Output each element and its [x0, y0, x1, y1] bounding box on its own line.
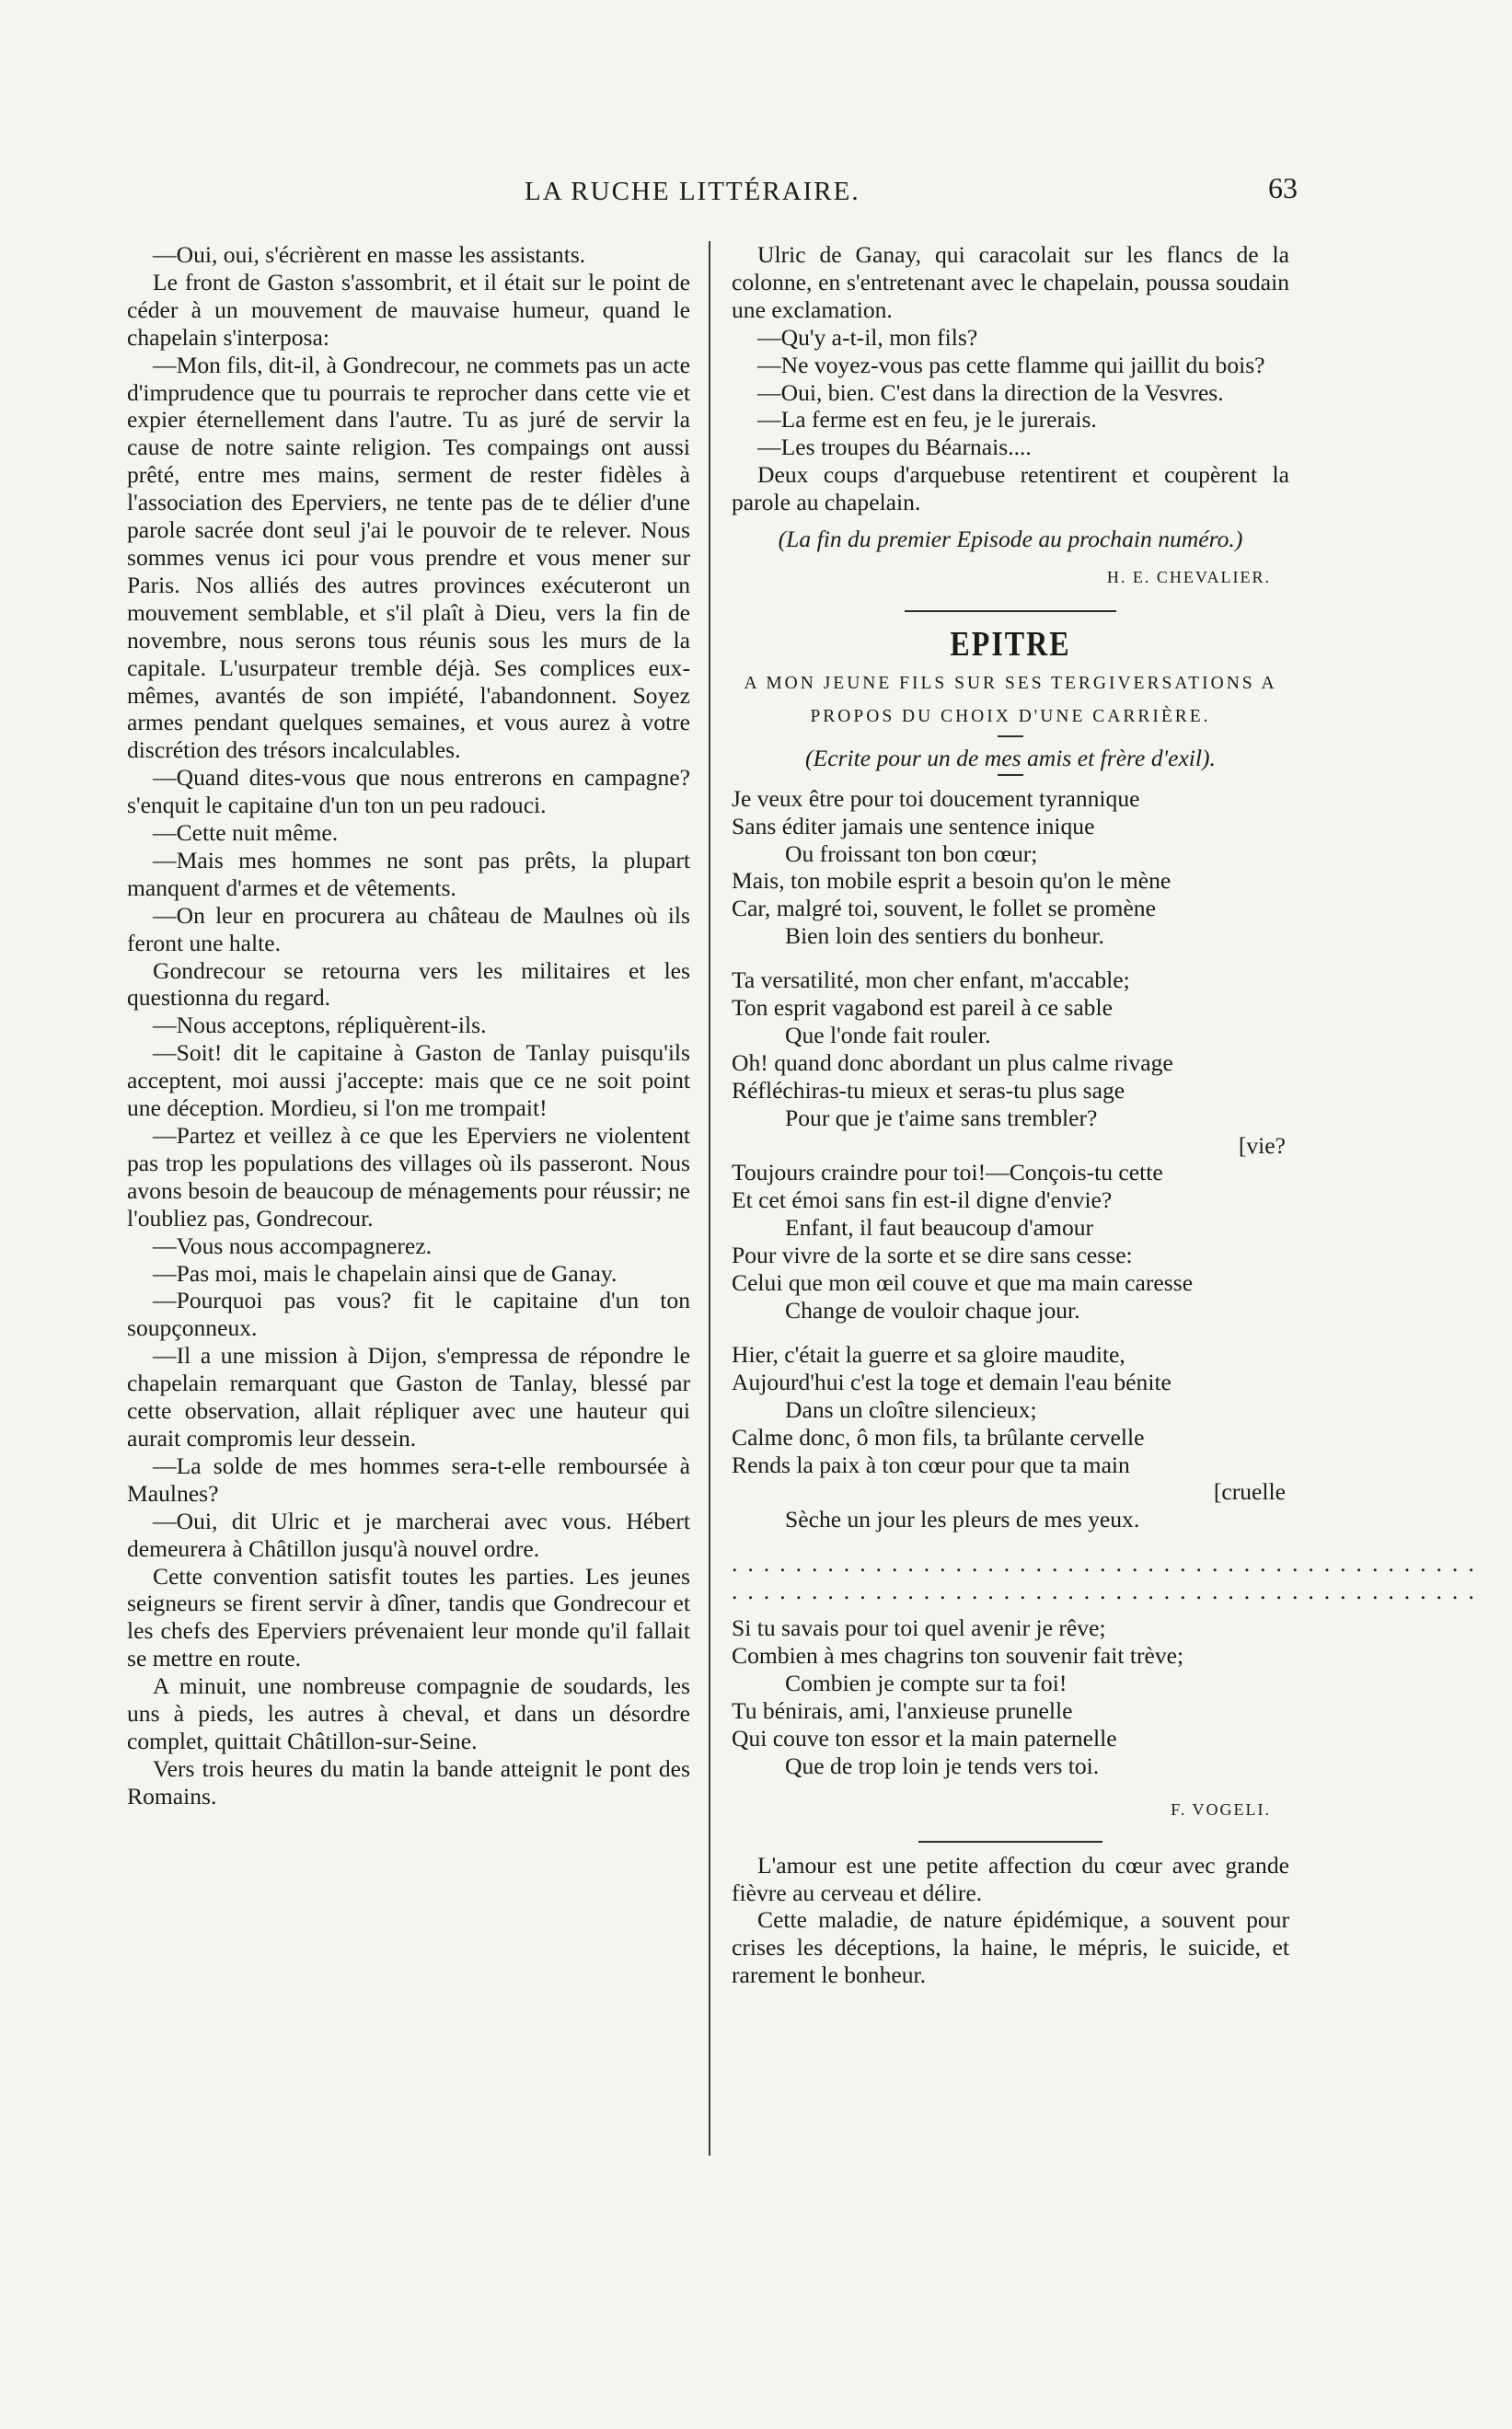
verse-line: Pour que je t'aime sans trembler? — [785, 1104, 1098, 1131]
verse-line: Car, malgré toi, souvent, le follet se promène — [732, 895, 1156, 922]
paragraph: —Quand dites-vous que nous entrerons en campagne? s'enquit le capitaine d'un ton un peu radouci. — [127, 764, 690, 819]
epitre-title: EPITRE — [950, 623, 1071, 664]
epitre-dedication — [732, 667, 1289, 734]
small-divider — [998, 774, 1023, 776]
paragraph: Cette maladie, de nature épidémique, a souvent pour crises les déceptions, la haine, le mépris, le suicide, et rarement le bonheur. — [732, 1906, 1289, 1989]
verse-line: Oh! quand donc abordant un plus calme rivage — [732, 1048, 1173, 1076]
verse-line: Ta versatilité, mon cher enfant, m'accable; — [732, 966, 1130, 994]
left-column — [127, 241, 690, 1810]
verse-line: Enfant, il faut beaucoup d'amour — [785, 1214, 1094, 1242]
verse-line: Change de vouloir chaque jour. — [785, 1297, 1080, 1324]
verse-line: [cruelle — [1213, 1478, 1286, 1506]
page-header — [110, 171, 1298, 214]
paragraph: —Oui, dit Ulric et je marcherai avec vous. Hébert demeurera à Châtillon jusqu'à nouvel ordre. — [127, 1507, 690, 1562]
verse-line: Ou froissant ton bon cœur; — [785, 839, 1038, 867]
paragraph: —Qu'y a-t-il, mon fils? — [757, 323, 978, 351]
paragraph: —Les troupes du Béarnais.... — [757, 434, 1032, 461]
paragraph: —Vous nous accompagnerez. — [153, 1232, 433, 1259]
verse-line: Mais, ton mobile esprit a besoin qu'on le mène — [732, 867, 1172, 895]
ellipsis-row: ............................................... — [732, 1550, 1484, 1578]
paragraph: —Nous acceptons, répliquèrent-ils. — [153, 1012, 487, 1039]
ellipsis-row: ............................................... — [732, 1578, 1484, 1605]
paragraph: Cette convention satisfit toutes les parties. Les jeunes seigneurs se firent servir à dîner, tandis que Gondrecour et les chefs des Eperviers prévenaient leur monde qu'il fallait se mettre en route. — [127, 1562, 690, 1672]
verse-line: Hier, c'était la guerre et sa gloire maudite, — [732, 1340, 1125, 1368]
dedication-line: PROPOS DU CHOIX D'UNE CARRIÈRE. — [810, 706, 1211, 726]
verse-line: [vie? — [1238, 1131, 1286, 1159]
verse-line: Celui que mon œil couve et que ma main caresse — [732, 1269, 1194, 1297]
section-divider — [918, 1841, 1102, 1843]
verse-line: Que de trop loin je tends vers toi. — [785, 1752, 1100, 1779]
paragraph: —Cette nuit même. — [153, 819, 339, 847]
verse-line: Si tu savais pour toi quel avenir je rêve; — [732, 1614, 1106, 1642]
verse-line: Sèche un jour les pleurs de mes yeux. — [785, 1506, 1140, 1533]
story-author: H. E. CHEVALIER. — [1106, 567, 1271, 586]
verse-line: Et cet émoi sans fin est-il digne d'envie? — [732, 1186, 1113, 1214]
verse-line: Rends la paix à ton cœur pour que ta main — [732, 1451, 1130, 1478]
section-divider — [905, 610, 1116, 612]
verse-line: Ton esprit vagabond est pareil à ce sable — [732, 994, 1113, 1022]
verse-line: Qui couve ton essor et la main paternelle — [732, 1724, 1117, 1752]
stanza — [732, 1614, 1289, 1779]
verse-line: Combien je compte sur ta foi! — [785, 1670, 1068, 1697]
paragraph: Le front de Gaston s'assombrit, et il était sur le point de céder à un mouvement de mauvaise humeur, quand le chapelain s'interposa: — [127, 268, 690, 351]
paragraph: Deux coups d'arquebuse retentirent et coupèrent la parole au chapelain. — [732, 461, 1289, 516]
verse-line: Que l'onde fait rouler. — [785, 1021, 991, 1048]
verse-line: Réfléchiras-tu mieux et seras-tu plus sage — [732, 1076, 1125, 1104]
paragraph: —Oui, bien. C'est dans la direction de la Vesvres. — [757, 378, 1224, 406]
epitre-author: F. VOGELI. — [1171, 1799, 1271, 1819]
paragraph: —La ferme est en feu, je le jurerais. — [757, 406, 1097, 434]
paragraph: —On leur en procurera au château de Maulnes où ils feront une halte. — [127, 901, 690, 956]
stanza — [732, 1341, 1289, 1533]
verse-line: Tu bénirais, ami, l'anxieuse prunelle — [732, 1696, 1073, 1724]
stanza — [732, 785, 1289, 950]
paragraph: —Mais mes hommes ne sont pas prêts, la plupart manquent d'armes et de vêtements. — [127, 846, 690, 901]
verse-line: Toujours craindre pour toi!—Conçois-tu cette — [732, 1159, 1163, 1186]
dedication-line: A MON JEUNE FILS SUR SES TERGIVERSATIONS A — [744, 673, 1277, 693]
paragraph: —Pourquoi pas vous? fit le capitaine d'un ton soupçonneux. — [127, 1287, 690, 1342]
paragraph: Gondrecour se retourna vers les militaires et les questionna du regard. — [127, 956, 690, 1012]
verse-line: Aujourd'hui c'est la toge et demain l'eau bénite — [732, 1368, 1172, 1395]
paragraph: Ulric de Ganay, qui caracolait sur les flancs de la colonne, en s'entretenant avec le chapelain, poussa soudain une exclamation. — [732, 241, 1289, 323]
paragraph: A minuit, une nombreuse compagnie de soudards, les uns à pieds, les autres à cheval, et dans un désordre complet, quittait Châtillon-sur-Seine. — [127, 1672, 690, 1754]
verse-line: Je veux être pour toi doucement tyrannique — [732, 784, 1140, 812]
column-divider — [709, 241, 710, 2156]
paragraph: —Pas moi, mais le chapelain ainsi que de Ganay. — [153, 1259, 617, 1287]
verse-line: Dans un cloître silencieux; — [785, 1395, 1037, 1423]
paragraph: —Oui, oui, s'écrièrent en masse les assistants. — [153, 241, 586, 268]
epitre-note: (Ecrite pour un de mes amis et frère d'exil). — [805, 744, 1216, 771]
running-title: LA RUCHE LITTÉRAIRE. — [525, 177, 860, 206]
verse-line: Pour vivre de la sorte et se dire sans cesse: — [732, 1242, 1133, 1269]
paragraph: —Il a une mission à Dijon, s'empressa de répondre le chapelain remarquant que Gaston de Tanlay, blessé par cette observation, allait répliquer avec une hauteur qui aurait compromis leur dessein. — [127, 1342, 690, 1452]
paragraph: L'amour est une petite affection du cœur avec grande fièvre au cerveau et délire. — [732, 1851, 1289, 1906]
paragraph: —Partez et veillez à ce que les Eperviers ne violentent pas trop les populations des villages où ils passeront. Nous avons besoin de beaucoup de ménagements pour réussir; ne l'oubliez pas, Gondrecour. — [127, 1122, 690, 1232]
verse-line: Combien à mes chagrins ton souvenir fait trève; — [732, 1642, 1184, 1670]
stanza — [732, 966, 1289, 1324]
page-number: 63 — [1268, 171, 1298, 204]
right-column — [732, 241, 1484, 1989]
small-divider — [998, 735, 1023, 737]
paragraph: —La solde de mes hommes sera-t-elle remboursée à Maulnes? — [127, 1452, 690, 1507]
paragraph: —Mon fils, dit-il, à Gondrecour, ne commets pas un acte d'imprudence que tu pourrais te reprocher dans cette vie et expier éternellement dans l'autre. Tu as juré de servir la cause de notre sainte religion. Tes compaings ont aussi prêté, entre mes mains, serment de rester fidèles à l'association des Eperviers, ne tente pas de te délier d'une parole sacrée dont seul j'ai le pouvoir de te relever. Nous sommes venus ici pour vous prendre et vous mener sur Paris. Nos alliés des autres provinces exécuteront un mouvement semblable, et s'il plaît à Dieu, vers la fin de novembre, nous serons tous réunis sous les murs de la capitale. L'usurpateur tremble déjà. Ses complices eux-mêmes, avantés de son impiété, l'abandonnent. Soyez armes pendant quelques semaines, et vous aurez à votre discrétion des trésors incalculables. — [127, 351, 690, 764]
verse-line: Calme donc, ô mon fils, ta brûlante cervelle — [732, 1423, 1145, 1451]
paragraph: —Ne voyez-vous pas cette flamme qui jaillit du bois? — [757, 351, 1265, 378]
episode-note: (La fin du premier Episode au prochain numéro.) — [778, 526, 1243, 553]
paragraph: Vers trois heures du matin la bande atteignit le pont des Romains. — [127, 1754, 690, 1810]
paragraph: —Soit! dit le capitaine à Gaston de Tanlay puisqu'ils acceptent, moi aussi j'accepte: mais que ce ne soit point une déception. Mordieu, si l'on me trompait! — [127, 1039, 690, 1122]
verse-line: Sans éditer jamais une sentence inique — [732, 812, 1095, 839]
verse-line: Bien loin des sentiers du bonheur. — [785, 922, 1104, 950]
